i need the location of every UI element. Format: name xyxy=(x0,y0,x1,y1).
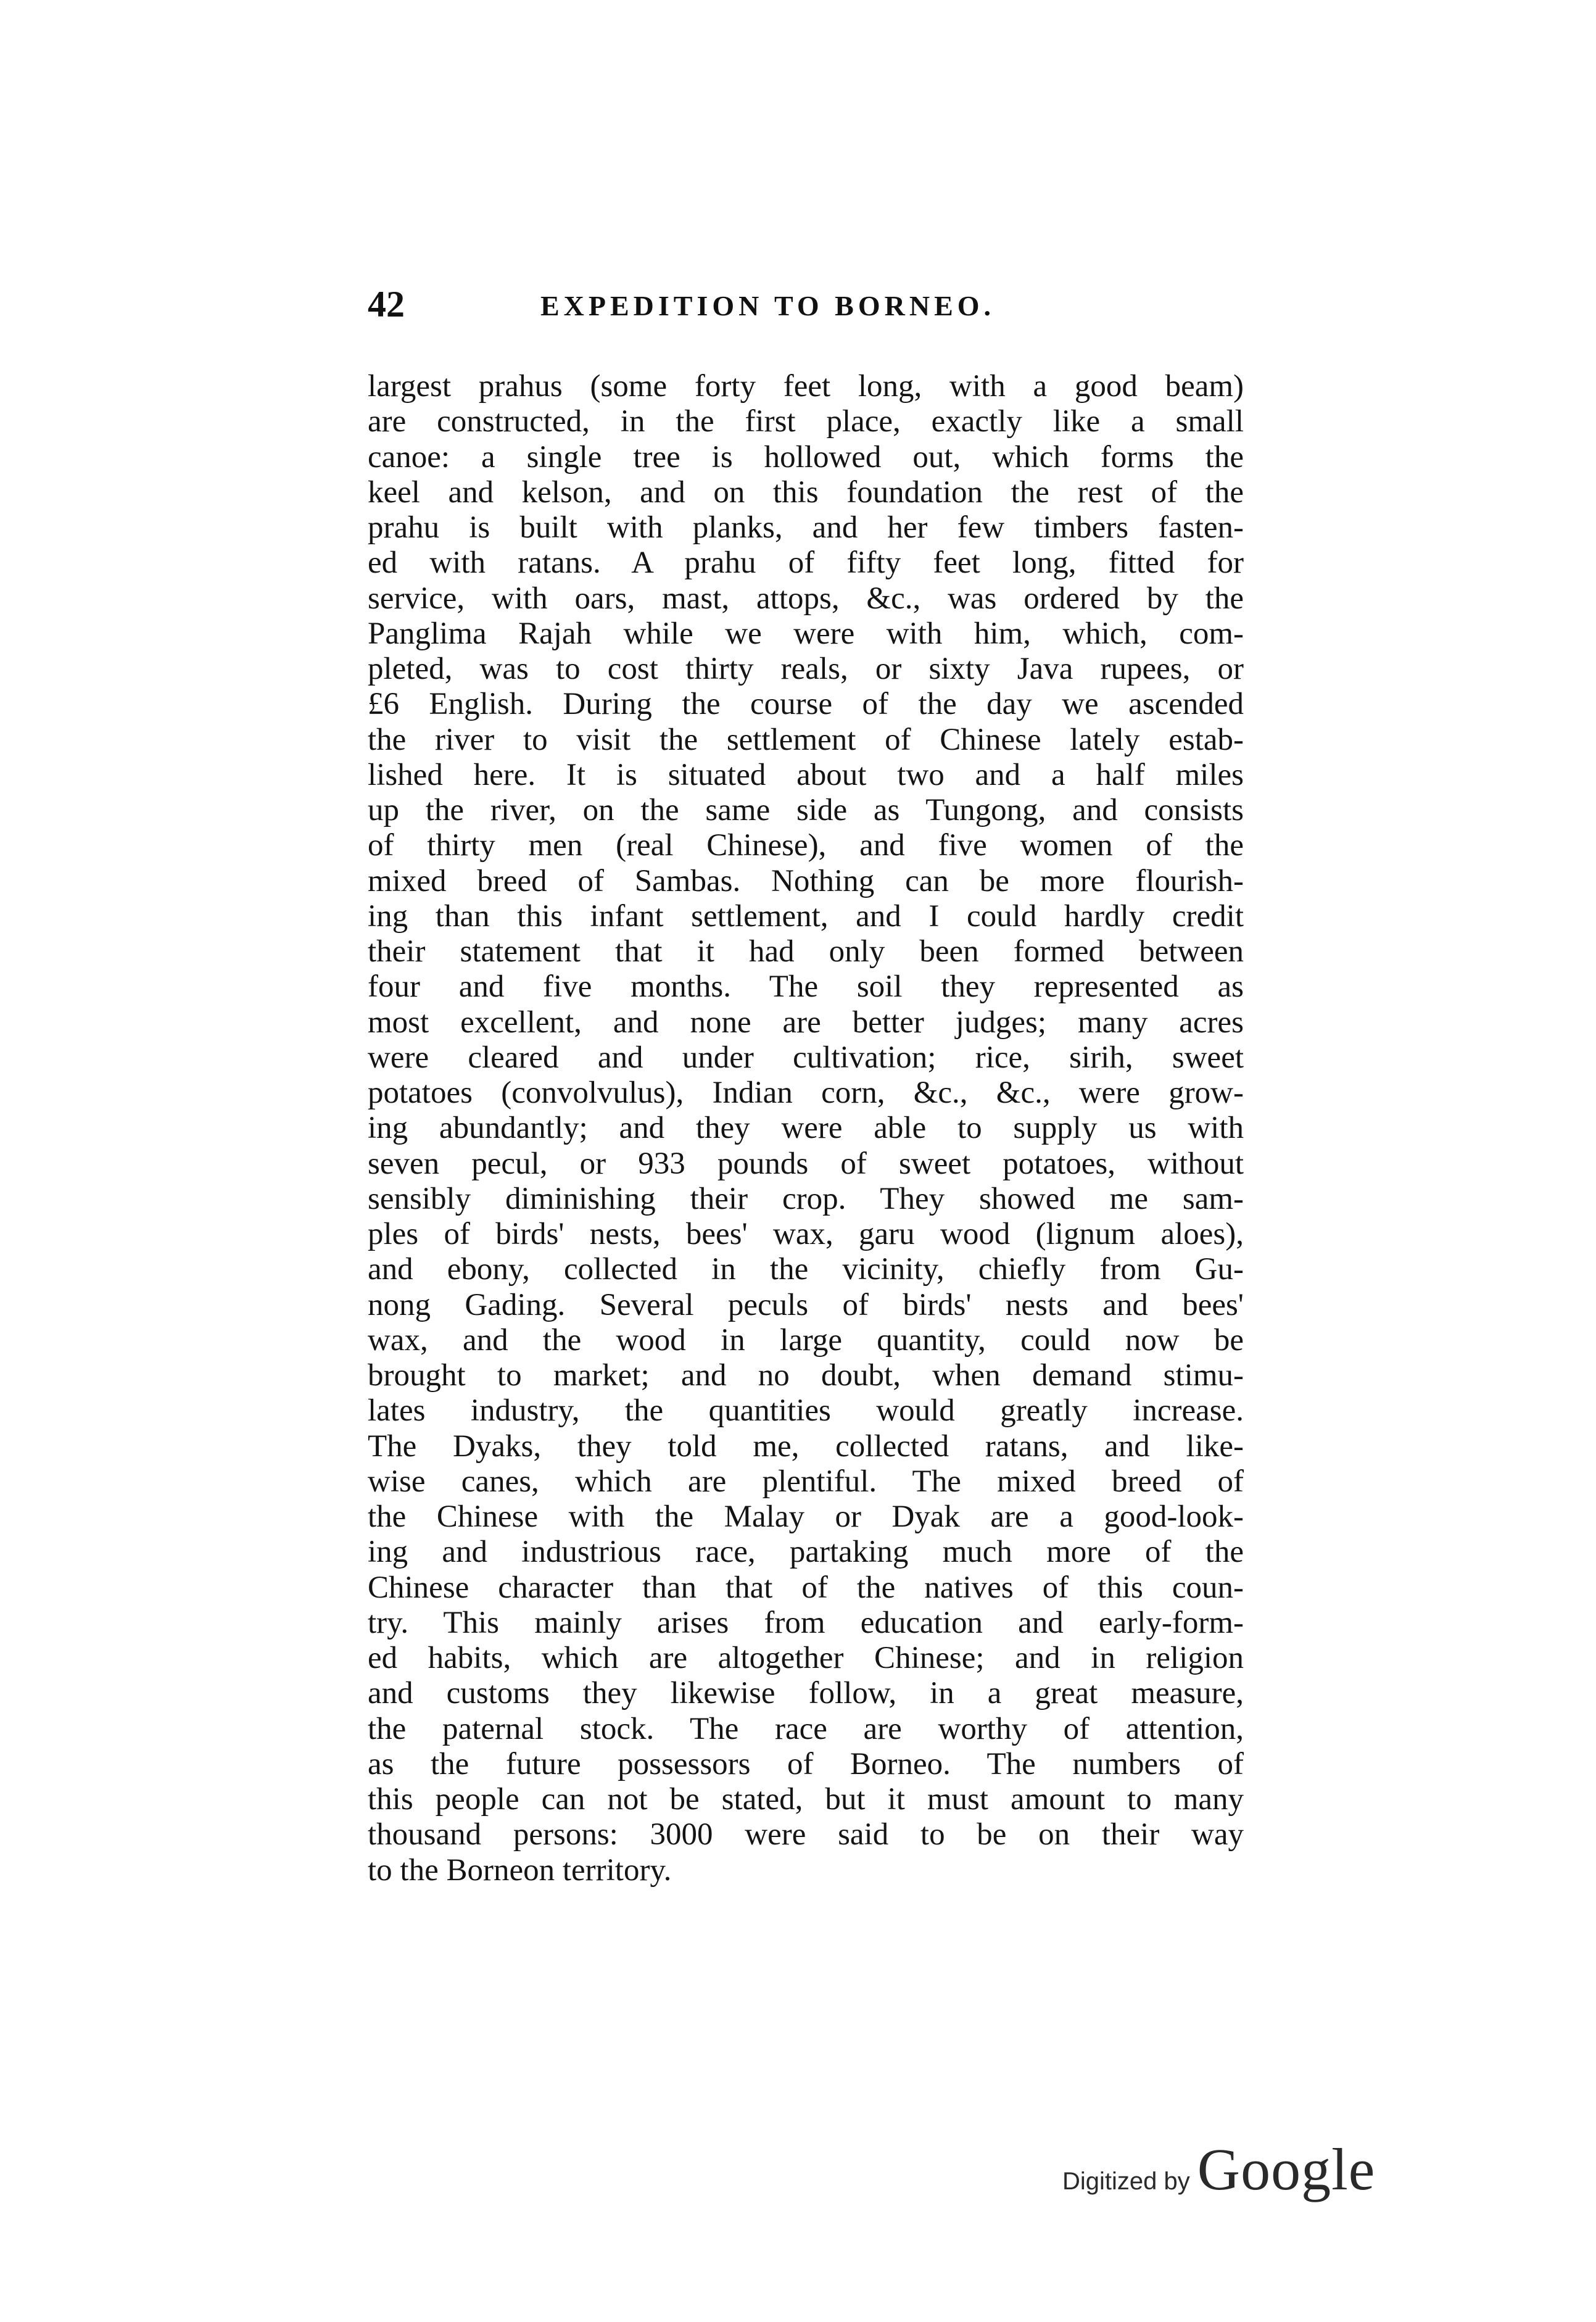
running-head xyxy=(368,283,1244,326)
text-line-40: as the future possessors of Borneo. The numbers of xyxy=(368,1746,1244,1781)
text-line-3: canoe: a single tree is hollowed out, which forms the xyxy=(368,439,1244,475)
digitized-by-label: Digitized by xyxy=(1062,2168,1190,2195)
text-line-34: ing and industrious race, partaking much more of the xyxy=(368,1535,1244,1570)
text-line-39: the paternal stock. The race are worthy of attention, xyxy=(368,1711,1244,1746)
text-line-36: try. This mainly arises from education and early-form- xyxy=(368,1605,1244,1640)
text-line-20: were cleared and under cultivation; rice, sirih, sweet xyxy=(368,1040,1244,1075)
text-line-8: Panglima Rajah while we were with him, which, com- xyxy=(368,616,1244,651)
text-line-22: ing abundantly; and they were able to supply us with xyxy=(368,1111,1244,1146)
digitization-watermark xyxy=(1062,2135,1375,2209)
text-line-14: of thirty men (real Chinese), and five women of the xyxy=(368,828,1244,863)
text-line-2: are constructed, in the first place, exactly like a small xyxy=(368,404,1244,439)
text-line-18: four and five months. The soil they represented as xyxy=(368,969,1244,1005)
text-line-5: prahu is built with planks, and her few timbers fasten- xyxy=(368,510,1244,545)
body-text xyxy=(368,369,1244,1888)
text-line-11: the river to visit the settlement of Chinese lately estab- xyxy=(368,722,1244,757)
text-line-10: £6 English. During the course of the day we ascended xyxy=(368,687,1244,722)
text-line-33: the Chinese with the Malay or Dyak are a good-look- xyxy=(368,1499,1244,1534)
text-line-31: The Dyaks, they told me, collected ratans, and like- xyxy=(368,1428,1244,1464)
text-line-28: wax, and the wood in large quantity, could now be xyxy=(368,1322,1244,1358)
google-wordmark: Google xyxy=(1197,2136,1376,2202)
text-line-15: mixed breed of Sambas. Nothing can be more flourish- xyxy=(368,863,1244,898)
text-line-7: service, with oars, mast, attops, &c., was ordered by the xyxy=(368,581,1244,616)
text-line-6: ed with ratans. A prahu of fifty feet long, fitted for xyxy=(368,545,1244,581)
text-line-21: potatoes (convolvulus), Indian corn, &c., &c., were grow- xyxy=(368,1076,1244,1110)
text-line-23: seven pecul, or 933 pounds of sweet potatoes, without xyxy=(368,1146,1244,1181)
text-line-35: Chinese character than that of the natives of this coun- xyxy=(368,1570,1244,1605)
page-number: 42 xyxy=(368,284,405,325)
text-line-43: to the Borneon territory. xyxy=(368,1852,672,1888)
text-line-30: lates industry, the quantities would greatly increase. xyxy=(368,1393,1244,1428)
text-line-26: and ebony, collected in the vicinity, chiefly from Gu- xyxy=(368,1252,1244,1287)
text-line-4: keel and kelson, and on this foundation the rest of the xyxy=(368,475,1244,510)
text-line-32: wise canes, which are plentiful. The mixed breed of xyxy=(368,1464,1244,1499)
text-line-9: pleted, was to cost thirty reals, or sixty Java rupees, or xyxy=(368,652,1244,686)
text-line-27: nong Gading. Several peculs of birds' nests and bees' xyxy=(368,1287,1244,1322)
text-line-24: sensibly diminishing their crop. They showed me sam- xyxy=(368,1181,1244,1216)
text-line-29: brought to market; and no doubt, when demand stimu- xyxy=(368,1358,1244,1393)
text-line-12: lished here. It is situated about two and a half miles xyxy=(368,757,1244,792)
text-line-38: and customs they likewise follow, in a great measure, xyxy=(368,1676,1244,1711)
text-line-41: this people can not be stated, but it must amount to many xyxy=(368,1782,1244,1817)
text-line-16: ing than this infant settlement, and I could hardly credit xyxy=(368,898,1244,934)
text-line-37: ed habits, which are altogether Chinese; and in religion xyxy=(368,1641,1244,1675)
text-line-25: ples of birds' nests, bees' wax, garu wood (lignum aloes), xyxy=(368,1217,1244,1251)
running-title: EXPEDITION TO BORNEO. xyxy=(540,290,996,321)
text-line-1: largest prahus (some forty feet long, with a good beam) xyxy=(368,369,1244,404)
text-line-19: most excellent, and none are better judges; many acres xyxy=(368,1005,1244,1040)
text-line-42: thousand persons: 3000 were said to be on their way xyxy=(368,1817,1244,1852)
text-line-13: up the river, on the same side as Tungong, and consists xyxy=(368,793,1244,827)
text-line-17: their statement that it had only been formed between xyxy=(368,934,1244,969)
